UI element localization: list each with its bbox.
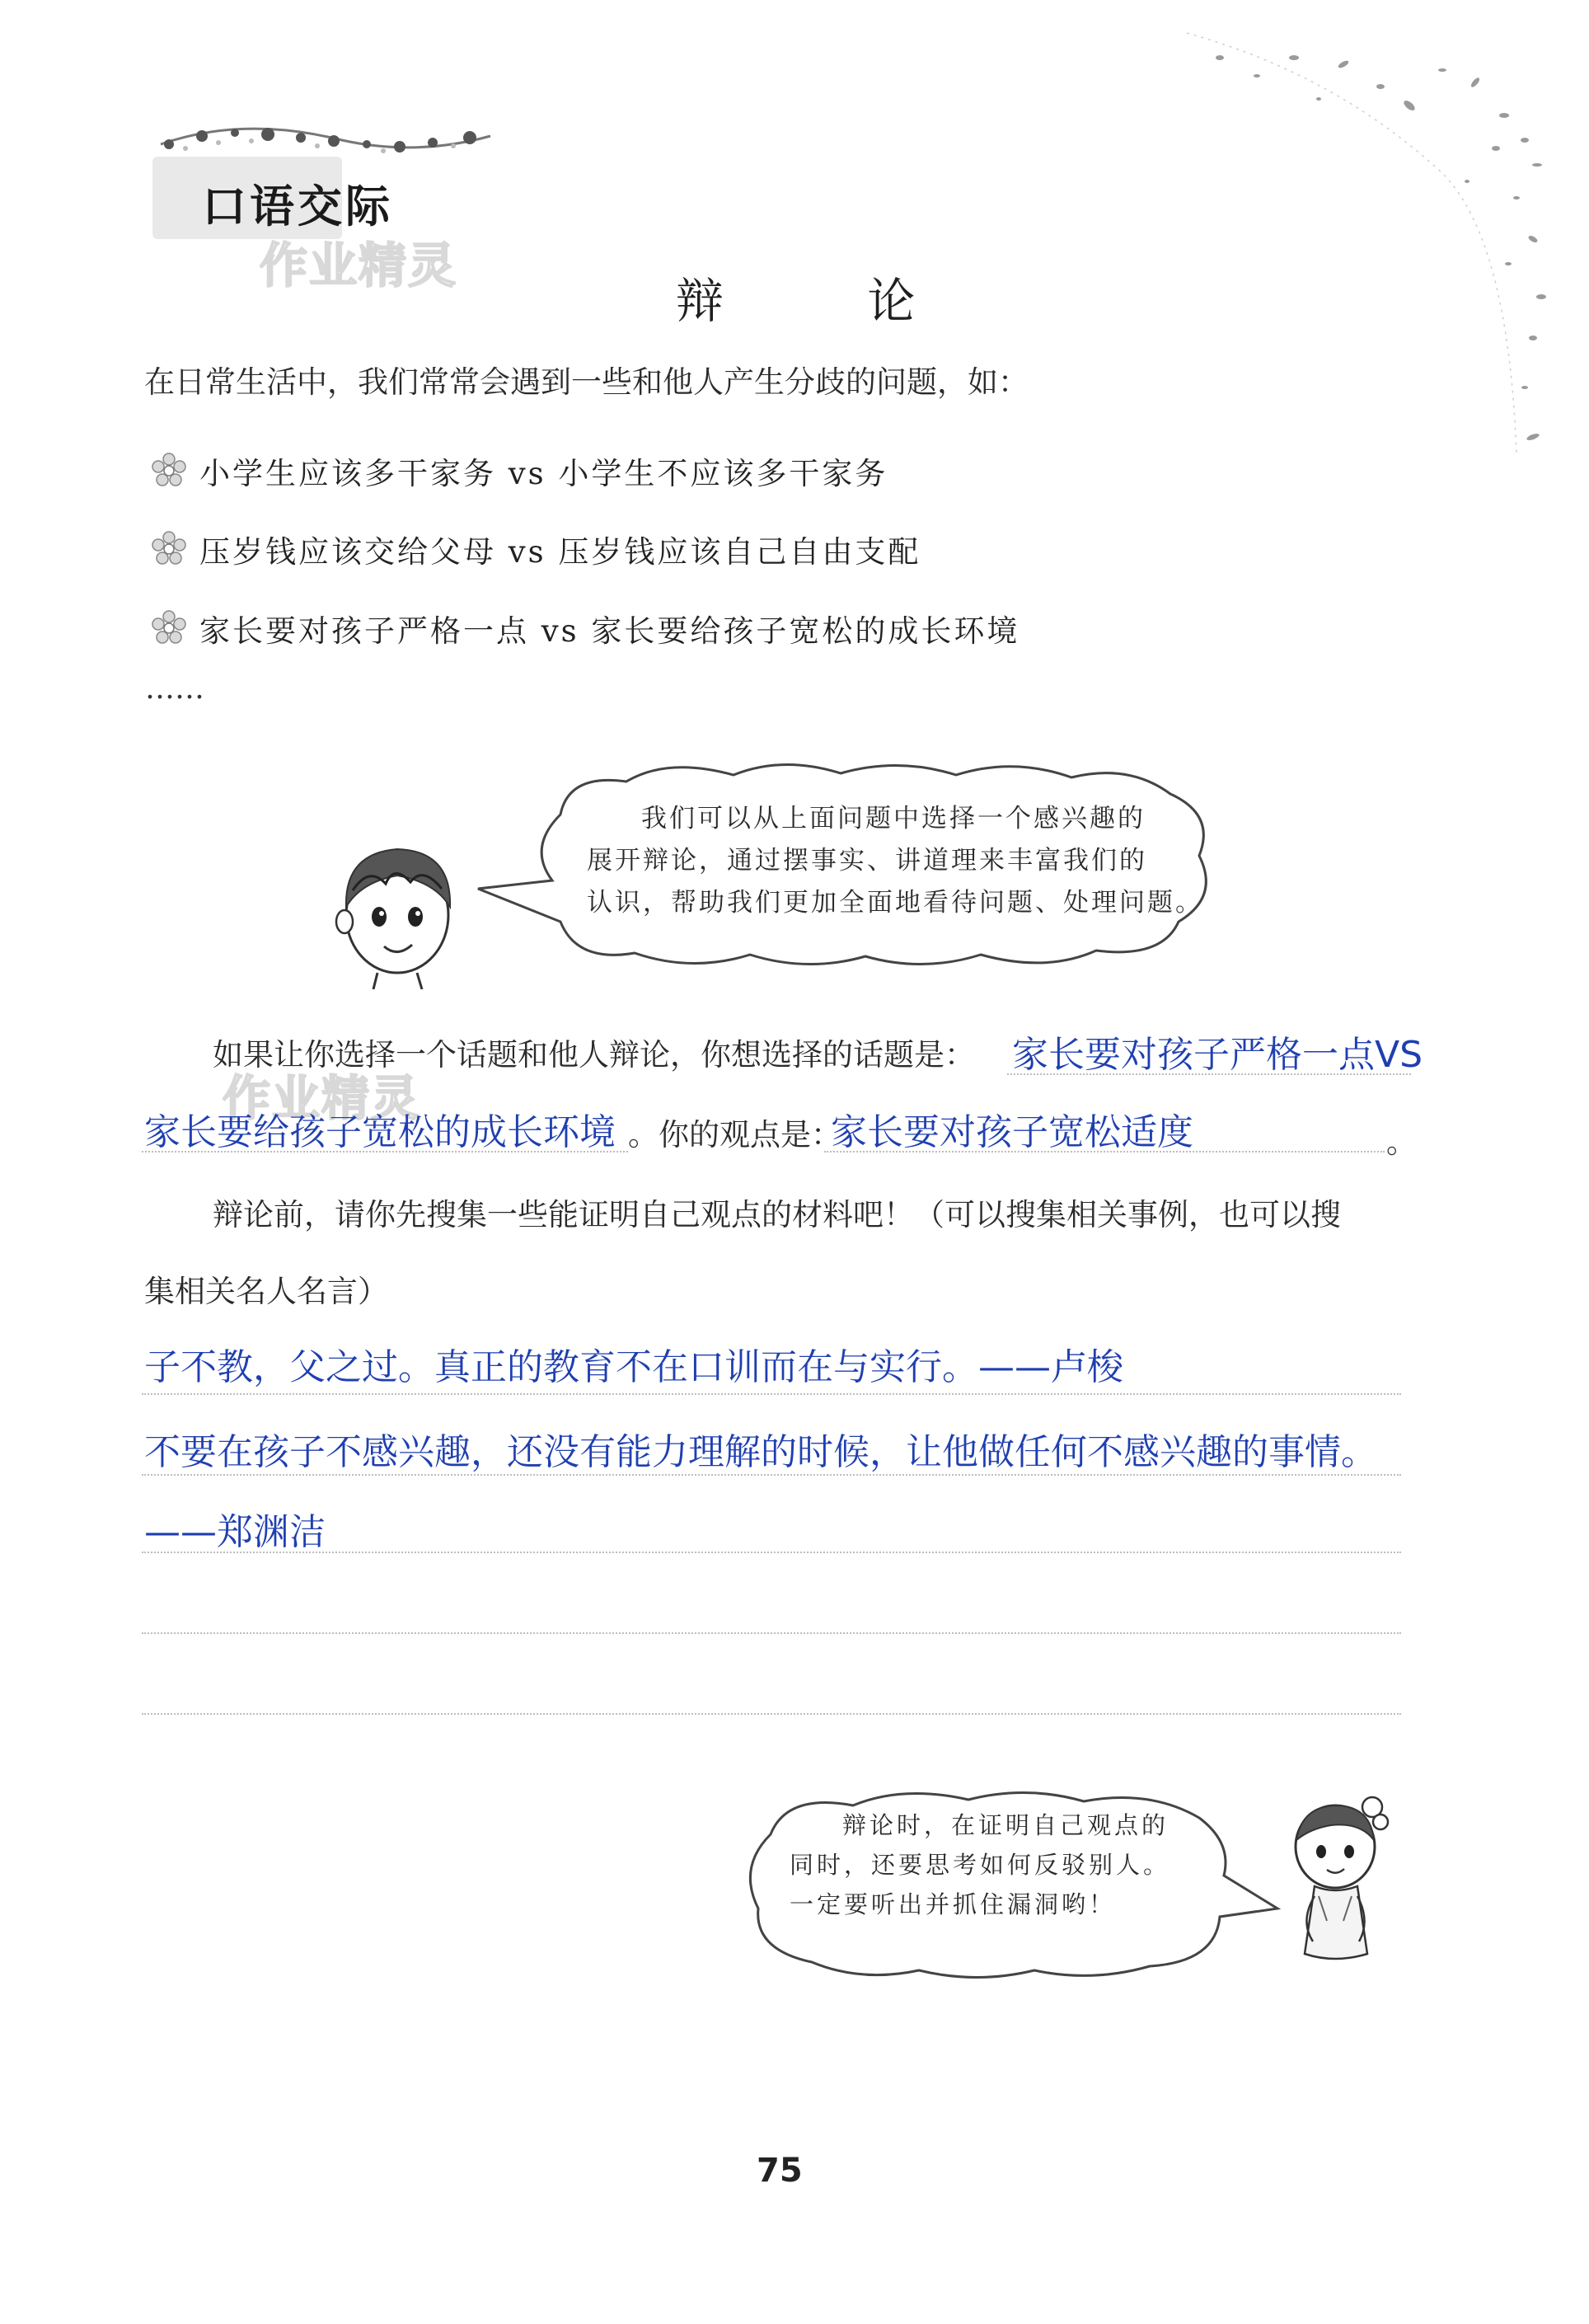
answer-viewpoint[interactable]: 家长要对孩子宽松适度	[831, 1111, 1193, 1153]
answer-line[interactable]: 不要在孩子不感兴趣，还没有能力理解的时候，让他做任何不感兴趣的事情。	[144, 1431, 1377, 1473]
writing-line	[142, 1552, 1401, 1553]
topic-item	[150, 607, 1019, 650]
bubble-text-line: 同时，还要思考如何反驳别人。	[790, 1851, 1171, 1879]
girl-illustration	[1282, 1789, 1397, 1966]
answer-underline	[824, 1151, 1385, 1153]
instruction-text: 集相关名人名言）	[144, 1274, 388, 1309]
section-label: 口语交际	[202, 181, 393, 232]
answer-topic-line2[interactable]: 家长要给孩子宽松的成长环境	[144, 1111, 616, 1153]
boy-illustration	[328, 824, 466, 989]
topic-text: 小学生应该多干家务 vs 小学生不应该多干家务	[199, 456, 888, 491]
flower-icon	[150, 452, 188, 490]
answer-underline	[142, 1151, 628, 1153]
topic-prompt: 如果让你选择一个话题和他人辩论，你想选择的话题是：	[213, 1037, 975, 1073]
answer-line[interactable]: ——郑渊洁	[144, 1511, 326, 1553]
viewpoint-label: 。你的观点是：	[628, 1117, 841, 1153]
ellipsis: ……	[145, 672, 204, 706]
flower-icon	[150, 530, 188, 568]
decorative-leaves	[1170, 25, 1566, 470]
end-punctuation: 。	[1386, 1124, 1417, 1160]
writing-line[interactable]	[142, 1713, 1401, 1715]
intro-text: 在日常生活中，我们常常会遇到一些和他人产生分歧的问题，如：	[144, 364, 1029, 400]
topic-item	[150, 449, 888, 492]
bubble-text-line: 展开辩论，通过摆事实、讲道理来丰富我们的	[587, 846, 1147, 876]
writing-line	[142, 1474, 1401, 1476]
watermark: 作业精灵	[260, 237, 458, 293]
bubble-text-line: 我们可以从上面问题中选择一个感兴趣的	[641, 804, 1146, 833]
flower-icon	[150, 609, 188, 647]
page-number: 75	[757, 2152, 803, 2190]
topic-text: 家长要对孩子严格一点 vs 家长要给孩子宽松的成长环境	[199, 613, 1020, 649]
answer-topic-line1[interactable]: 家长要对孩子严格一点VS	[1012, 1034, 1423, 1076]
page-title: 辩 论	[676, 273, 980, 329]
bubble-text-line: 认识，帮助我们更加全面地看待问题、处理问题。	[587, 888, 1203, 918]
topic-item	[150, 528, 921, 570]
bubble-text-line: 一定要听出并抓住漏洞哟！	[790, 1890, 1117, 1918]
writing-line	[142, 1393, 1401, 1395]
answer-underline	[1007, 1073, 1411, 1075]
answer-line[interactable]: 子不教，父之过。真正的教育不在口训而在与实行。——卢梭	[144, 1346, 1123, 1388]
instruction-text: 辩论前，请你先搜集一些能证明自己观点的材料吧！（可以搜集相关事例，也可以搜	[213, 1197, 1341, 1232]
writing-line[interactable]	[142, 1632, 1401, 1634]
watermark: 作业精灵	[223, 1070, 421, 1126]
bubble-text-line: 辩论时，在证明自己观点的	[842, 1811, 1169, 1839]
topic-text: 压岁钱应该交给父母 vs 压岁钱应该自己自由支配	[199, 534, 921, 570]
